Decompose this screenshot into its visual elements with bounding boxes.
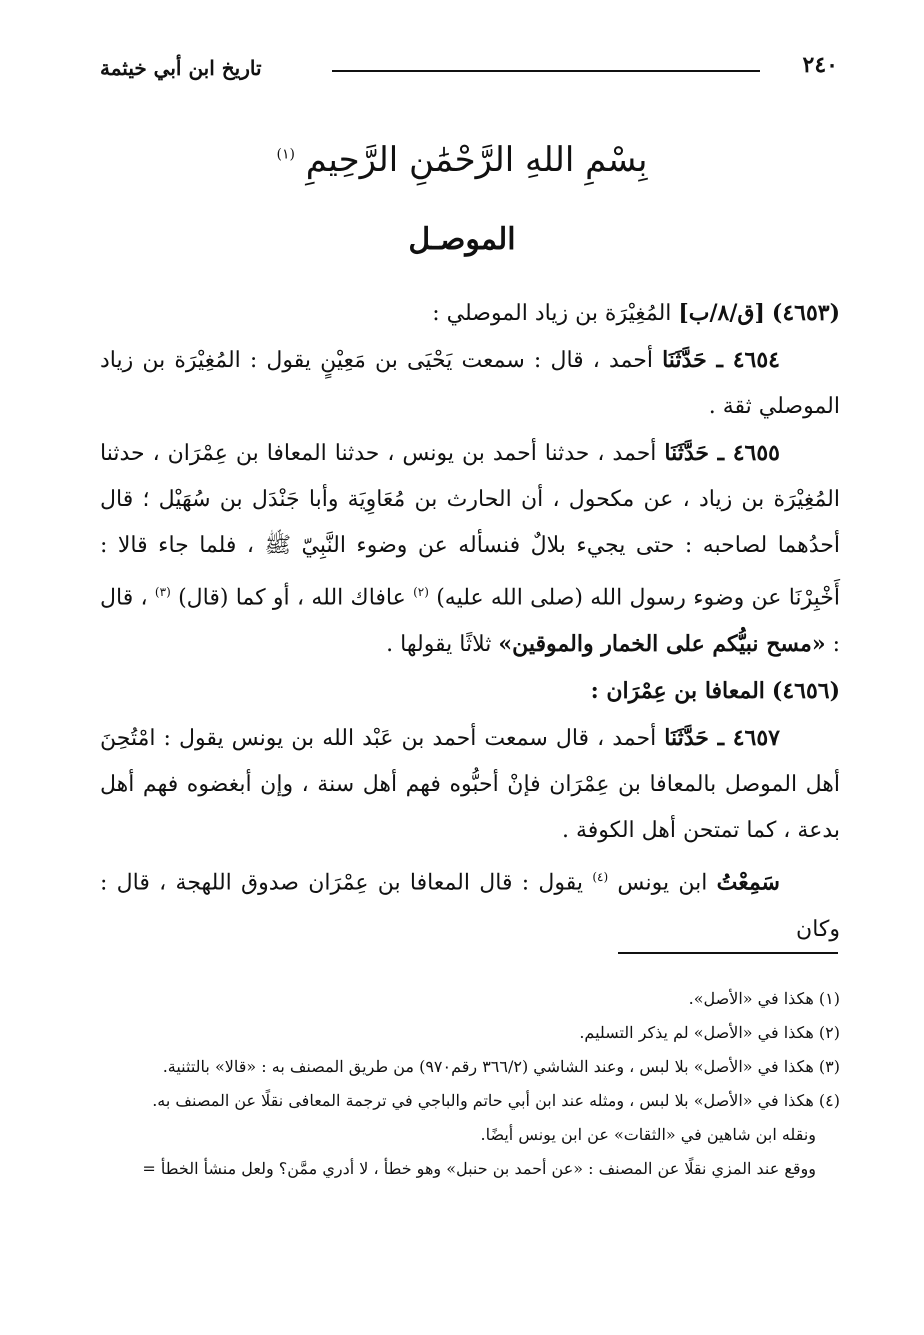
page-number: ٢٤٠	[802, 52, 838, 78]
hadith-text: أحمد ، حدثنا أحمد بن يونس ، حدثنا المعافا بن عِمْرَان ، حدثنا المُغِيْرَة بن زياد ، عن مكحول ، أن الحارث بن مُعَاوِيَة وأبا جَنْدَل بن سُهَيْل ؛ قال أحدُهما لصاحبه : حتى يجيء بلالٌ فنسأله عن وضوء النَّبِيّ ﷺ ، فلما جاء قالا : أَخْبِرْنَا عن وضوء رسول الله (صلى الله عليه)	[100, 441, 841, 611]
entry-4653	[100, 290, 840, 337]
hadith-lead: ٤٦٥٥ ـ حَدَّثَنَا	[664, 440, 780, 466]
main-text	[100, 290, 840, 953]
hadith-lead: سَمِعْتُ	[716, 869, 780, 896]
hadith-4657	[100, 715, 840, 854]
hadith-text: أحمد ، قال : سمعت يَحْيَى بن مَعِيْنٍ يقول : المُغِيْرَة بن زياد الموصلي ثقة .	[100, 348, 840, 419]
hadith-4655	[100, 430, 840, 668]
page-header	[100, 52, 838, 92]
footnote-1: (١) هكذا في «الأصل».	[688, 989, 840, 1008]
running-head: تاريخ ابن أبي خيثمة	[100, 56, 262, 80]
footnote-3: (٣) هكذا في «الأصل» بلا لبس ، وعند الشاشي (٣٦٦/٢ رقم٩٧٠) من طريق المصنف به : «قالا» بالتثنية.	[162, 1057, 840, 1076]
hadith-text: أحمد ، قال سمعت أحمد بن عَبْد الله بن يونس يقول : امْتُحِنَ أهل الموصل بالمعافا بن عِمْرَان فإنْ أحبُّوه فهم أهل سنة ، وإن أبغضوه فهم أهل بدعة ، كما تمتحن أهل الكوفة .	[100, 726, 840, 844]
header-rule	[332, 70, 760, 72]
footnote-4-continued: ونقله ابن شاهين في «الثقات» عن ابن يونس أيضًا.	[480, 1125, 816, 1144]
continuation-paragraph	[100, 854, 840, 952]
entry-number: (٤٦٥٣)	[771, 300, 840, 326]
hadith-text: ابن يونس	[617, 870, 708, 896]
footnote-ref: (٤)	[592, 870, 609, 885]
footnote-4: (٤) هكذا في «الأصل» بلا لبس ، ومثله عند ابن أبي حاتم والباجي في ترجمة المعافى نقلًا عن المصنف به.	[152, 1091, 840, 1110]
entry-4656	[100, 668, 840, 715]
hadith-4654	[100, 337, 840, 430]
hadith-text: ، قال :	[100, 585, 840, 658]
footnotes	[100, 982, 840, 1186]
hadith-lead: ٤٦٥٧ ـ حَدَّثَنَا	[664, 725, 780, 752]
entry-name: المُغِيْرَة بن زياد الموصلي :	[432, 301, 672, 326]
manuscript-ref: [ق/٨/ب]	[678, 300, 765, 326]
basmala	[0, 140, 924, 180]
entry-name: المعافا بن عِمْرَان :	[590, 678, 765, 705]
hadith-text: ثلاثًا يقولها .	[386, 632, 492, 658]
hadith-text: يقول : قال المعافا بن عِمْرَان صدوق اللهجة ، قال : وكان	[100, 870, 840, 942]
footnote-4-continued: ووقع عند المزي نقلًا عن المصنف : «عن أحمد بن حنبل» وهو خطأ ، لا أدري ممَّن؟ ولعل منشأ الخطأ =	[142, 1159, 816, 1178]
basmala-text: بِسْمِ اللهِ الرَّحْمَٰنِ الرَّحِيمِ	[305, 140, 648, 180]
footnote-ref: (٢)	[413, 585, 429, 599]
hadith-quote: «مسح نبيُّكم على الخمار والموقين»	[498, 631, 826, 658]
footnote-ref: (٣)	[154, 585, 171, 599]
hadith-lead: ٤٦٥٤ ـ حَدَّثَنَا	[662, 347, 780, 373]
section-title: الموصـل	[408, 222, 516, 257]
hadith-text: عافاك الله ، أو كما (قال)	[178, 585, 406, 611]
basmala-footnote-ref: (١)	[276, 146, 295, 163]
entry-number: (٤٦٥٦)	[771, 678, 840, 705]
footnote-2: (٢) هكذا في «الأصل» لم يذكر التسليم.	[579, 1023, 840, 1042]
